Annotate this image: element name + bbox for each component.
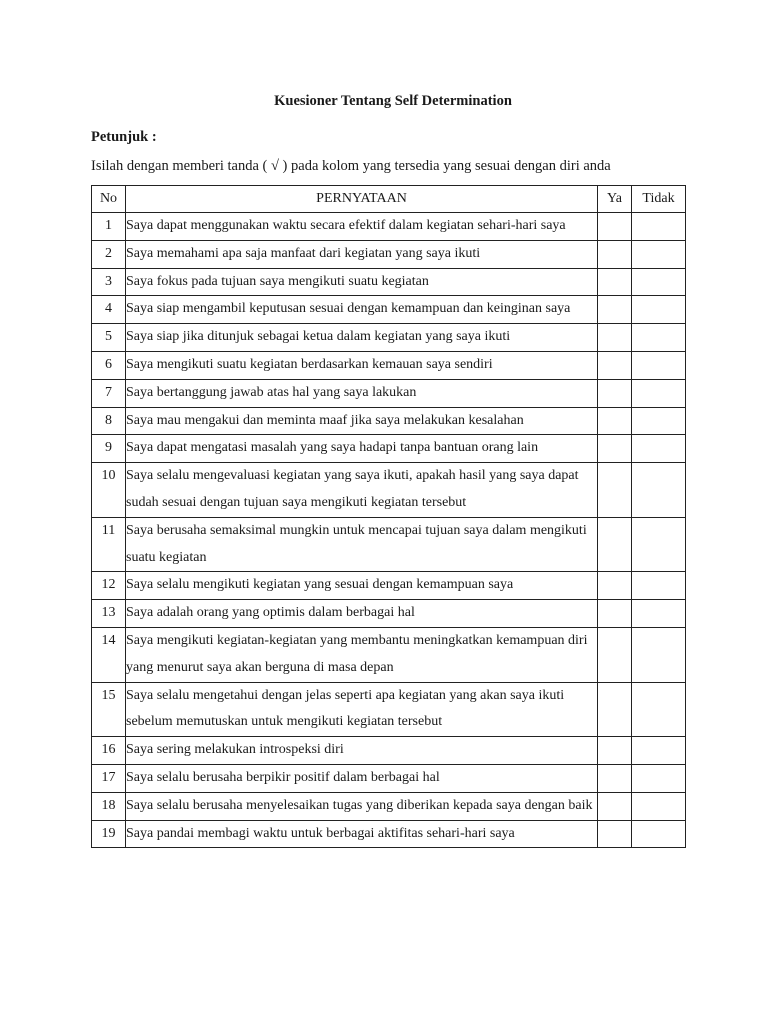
row-number: 11: [92, 517, 126, 572]
row-number: 12: [92, 572, 126, 600]
answer-tidak-cell[interactable]: [632, 682, 686, 737]
row-number: 15: [92, 682, 126, 737]
statement-text: Saya siap mengambil keputusan sesuai dengan kemampuan dan keinginan saya: [126, 296, 598, 324]
table-row: [92, 572, 686, 600]
statement-text: Saya mengikuti suatu kegiatan berdasarkan kemauan saya sendiri: [126, 351, 598, 379]
statement-text: Saya pandai membagi waktu untuk berbagai aktifitas sehari-hari saya: [126, 820, 598, 848]
table-row: [92, 407, 686, 435]
answer-ya-cell[interactable]: [598, 268, 632, 296]
statement-text: Saya dapat mengatasi masalah yang saya hadapi tanpa bantuan orang lain: [126, 435, 598, 463]
statement-text: Saya selalu mengikuti kegiatan yang sesuai dengan kemampuan saya: [126, 572, 598, 600]
table-row: [92, 682, 686, 737]
questionnaire-table: [91, 185, 686, 848]
table-row: [92, 737, 686, 765]
answer-ya-cell[interactable]: [598, 213, 632, 241]
table-row: [92, 213, 686, 241]
answer-tidak-cell[interactable]: [632, 268, 686, 296]
table-header-row: [92, 186, 686, 213]
statement-text: Saya sering melakukan introspeksi diri: [126, 737, 598, 765]
answer-ya-cell[interactable]: [598, 764, 632, 792]
statement-text: Saya mengikuti kegiatan-kegiatan yang membantu meningkatkan kemampuan diri yang menurut saya akan berguna di masa depan: [126, 627, 598, 682]
statement-text: Saya berusaha semaksimal mungkin untuk mencapai tujuan saya dalam mengikuti suatu kegiatan: [126, 517, 598, 572]
row-number: 16: [92, 737, 126, 765]
table-row: [92, 463, 686, 518]
table-row: [92, 435, 686, 463]
answer-tidak-cell[interactable]: [632, 379, 686, 407]
answer-tidak-cell[interactable]: [632, 600, 686, 628]
table-row: [92, 351, 686, 379]
table-row: [92, 764, 686, 792]
row-number: 18: [92, 792, 126, 820]
statement-text: Saya memahami apa saja manfaat dari kegiatan yang saya ikuti: [126, 240, 598, 268]
header-tidak: Tidak: [632, 186, 686, 213]
answer-ya-cell[interactable]: [598, 351, 632, 379]
answer-ya-cell[interactable]: [598, 379, 632, 407]
row-number: 8: [92, 407, 126, 435]
answer-ya-cell[interactable]: [598, 517, 632, 572]
row-number: 3: [92, 268, 126, 296]
answer-tidak-cell[interactable]: [632, 627, 686, 682]
answer-ya-cell[interactable]: [598, 820, 632, 848]
statement-text: Saya adalah orang yang optimis dalam berbagai hal: [126, 600, 598, 628]
page-title: Kuesioner Tentang Self Determination: [274, 93, 512, 109]
row-number: 1: [92, 213, 126, 241]
answer-tidak-cell[interactable]: [632, 463, 686, 518]
table-row: [92, 820, 686, 848]
answer-tidak-cell[interactable]: [632, 764, 686, 792]
answer-tidak-cell[interactable]: [632, 240, 686, 268]
row-number: 2: [92, 240, 126, 268]
answer-tidak-cell[interactable]: [632, 820, 686, 848]
answer-ya-cell[interactable]: [598, 792, 632, 820]
answer-tidak-cell[interactable]: [632, 351, 686, 379]
table-body: [92, 213, 686, 848]
statement-text: Saya dapat menggunakan waktu secara efektif dalam kegiatan sehari-hari saya: [126, 213, 598, 241]
header-yes: Ya: [598, 186, 632, 213]
statement-text: Saya fokus pada tujuan saya mengikuti suatu kegiatan: [126, 268, 598, 296]
table-row: [92, 627, 686, 682]
answer-tidak-cell[interactable]: [632, 792, 686, 820]
answer-ya-cell[interactable]: [598, 463, 632, 518]
row-number: 13: [92, 600, 126, 628]
statement-text: Saya siap jika ditunjuk sebagai ketua dalam kegiatan yang saya ikuti: [126, 324, 598, 352]
answer-ya-cell[interactable]: [598, 682, 632, 737]
answer-ya-cell[interactable]: [598, 572, 632, 600]
answer-tidak-cell[interactable]: [632, 737, 686, 765]
statement-text: Saya bertanggung jawab atas hal yang saya lakukan: [126, 379, 598, 407]
statement-text: Saya selalu mengevaluasi kegiatan yang saya ikuti, apakah hasil yang saya dapat sudah sesuai dengan tujuan saya mengikuti kegiatan tersebut: [126, 463, 598, 518]
answer-ya-cell[interactable]: [598, 627, 632, 682]
table-row: [92, 296, 686, 324]
statement-text: Saya selalu berusaha berpikir positif dalam berbagai hal: [126, 764, 598, 792]
table-row: [92, 379, 686, 407]
statement-text: Saya selalu mengetahui dengan jelas seperti apa kegiatan yang akan saya ikuti sebelum memutuskan untuk mengikuti kegiatan tersebut: [126, 682, 598, 737]
answer-tidak-cell[interactable]: [632, 435, 686, 463]
answer-ya-cell[interactable]: [598, 240, 632, 268]
answer-ya-cell[interactable]: [598, 600, 632, 628]
answer-tidak-cell[interactable]: [632, 324, 686, 352]
statement-text: Saya mau mengakui dan meminta maaf jika saya melakukan kesalahan: [126, 407, 598, 435]
instruction-text: Isilah dengan memberi tanda ( √ ) pada kolom yang tersedia yang sesuai dengan diri anda: [91, 158, 611, 174]
answer-tidak-cell[interactable]: [632, 296, 686, 324]
row-number: 10: [92, 463, 126, 518]
header-no: No: [92, 186, 126, 213]
table-row: [92, 792, 686, 820]
row-number: 4: [92, 296, 126, 324]
table-row: [92, 240, 686, 268]
table-row: [92, 324, 686, 352]
answer-ya-cell[interactable]: [598, 435, 632, 463]
answer-tidak-cell[interactable]: [632, 517, 686, 572]
table-row: [92, 517, 686, 572]
header-statement: PERNYATAAN: [126, 186, 598, 213]
row-number: 9: [92, 435, 126, 463]
statement-text: Saya selalu berusaha menyelesaikan tugas yang diberikan kepada saya dengan baik: [126, 792, 598, 820]
answer-tidak-cell[interactable]: [632, 572, 686, 600]
instruction-heading: Petunjuk :: [91, 129, 157, 145]
answer-ya-cell[interactable]: [598, 324, 632, 352]
row-number: 5: [92, 324, 126, 352]
answer-tidak-cell[interactable]: [632, 213, 686, 241]
row-number: 7: [92, 379, 126, 407]
answer-tidak-cell[interactable]: [632, 407, 686, 435]
row-number: 6: [92, 351, 126, 379]
answer-ya-cell[interactable]: [598, 737, 632, 765]
row-number: 19: [92, 820, 126, 848]
row-number: 17: [92, 764, 126, 792]
table-row: [92, 268, 686, 296]
answer-ya-cell[interactable]: [598, 296, 632, 324]
answer-ya-cell[interactable]: [598, 407, 632, 435]
row-number: 14: [92, 627, 126, 682]
table-row: [92, 600, 686, 628]
